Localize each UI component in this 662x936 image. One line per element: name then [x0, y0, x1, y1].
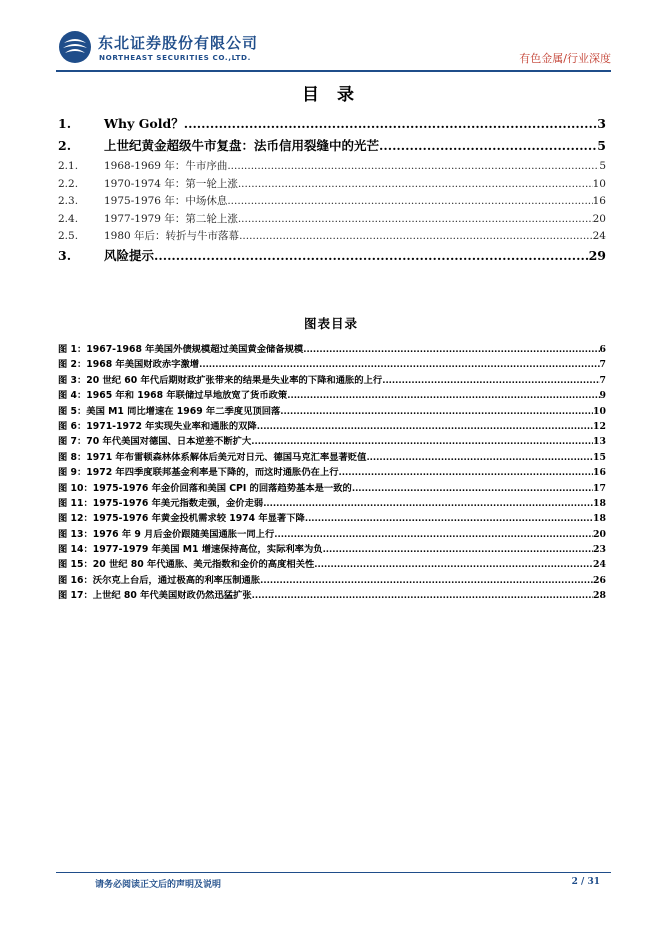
toc-leader-dots — [154, 248, 589, 263]
toc-subentry[interactable] — [58, 228, 606, 246]
figure-entry[interactable] — [58, 356, 606, 371]
figure-entry-page: 15 — [593, 451, 606, 463]
figure-entry-title: 图 2：1968 年美国财政赤字激增 — [58, 359, 200, 371]
toc-entry-title: 1977-1979 年：第二轮上涨 — [104, 212, 238, 225]
figure-entry[interactable] — [58, 464, 606, 479]
figure-entry-title: 图 16：沃尔克上台后，通过极高的利率压制通胀 — [58, 574, 261, 586]
toc-subentry[interactable] — [58, 158, 606, 176]
toc-entry[interactable] — [58, 114, 606, 136]
toc-entry-number: 2.5. — [58, 230, 79, 243]
company-name-cn: 东北证券股份有限公司 — [98, 34, 259, 52]
toc-entry[interactable] — [58, 246, 606, 268]
figure-entry-title: 图 15：20 世纪 80 年代通胀、美元指数和金价的高度相关性 — [58, 559, 315, 571]
toc-leader-dots — [238, 213, 593, 225]
toc-entry-title: 1968-1969 年：牛市序曲 — [104, 160, 228, 172]
figure-entry-page: 16 — [593, 467, 606, 479]
figure-entry-title: 图 3：20 世纪 60 年代后期财政扩张带来的结果是失业率的下降和通胀的上行 — [58, 374, 383, 386]
figure-entry-title: 图 5：美国 M1 同比增速在 1969 年二季度见顶回落 — [58, 405, 281, 417]
figure-list — [58, 341, 606, 603]
toc-entry-number: 1. — [58, 116, 72, 131]
company-logo-icon — [58, 30, 92, 64]
figure-entry-title: 图 9：1972 年四季度联邦基金利率是下降的，而这时通胀仍在上行 — [58, 467, 339, 479]
figure-entry-page: 24 — [593, 559, 606, 571]
figure-entry-title: 图 12：1975-1976 年黄金投机需求较 1974 年显著下降 — [58, 513, 305, 525]
toc-entry-number: 2.1. — [58, 160, 79, 172]
toc-leader-dots — [239, 230, 593, 242]
figure-entry-page: 12 — [593, 420, 606, 432]
toc-entry-page: 5 — [599, 160, 606, 172]
toc-entry-title: 1980 年后：转折与牛市落幕 — [104, 230, 240, 243]
toc-subentry[interactable] — [58, 176, 606, 194]
figure-entry[interactable] — [58, 541, 606, 556]
figure-leader-dots — [257, 421, 593, 432]
toc-entry-title: Why Gold？ — [104, 116, 184, 131]
figure-entry-page: 17 — [593, 482, 606, 494]
figure-entry[interactable] — [58, 372, 606, 387]
figure-entry-page: 20 — [593, 528, 606, 540]
figure-entry-title: 图 10：1975-1976 年金价回落和美国 CPI 的回落趋势基本是一致的 — [58, 482, 352, 494]
toc-entry-page: 3 — [597, 116, 606, 131]
toc-entry-page: 20 — [592, 212, 606, 225]
toc-leader-dots — [238, 178, 593, 190]
figure-entry-page: 28 — [593, 590, 606, 602]
figure-leader-dots — [303, 344, 599, 355]
header-divider — [56, 70, 611, 72]
figure-entry-title: 图 1：1967-1968 年美国外债规模超过美国黄金储备规模 — [58, 344, 304, 355]
figure-entry-title: 图 13：1976 年 9 月后金价跟随美国通胀一同上行 — [58, 528, 275, 540]
toc-entry-number: 3. — [58, 247, 72, 263]
figure-entry-page: 9 — [599, 390, 606, 402]
figure-entry-title: 图 8：1971 年布雷顿森林体系解体后美元对日元、德国马克汇率显著贬值 — [58, 451, 367, 463]
figure-leader-dots — [199, 359, 599, 370]
figure-leader-dots — [287, 390, 599, 401]
toc-entry-number: 2.2. — [58, 177, 79, 190]
toc-entry-title: 上世纪黄金超级牛市复盘：法币信用裂缝中的光芒 — [104, 138, 380, 153]
toc-leader-dots — [379, 138, 597, 153]
toc-entry-number: 2.3. — [58, 195, 79, 208]
figure-entry-title: 图 14：1977-1979 年美国 M1 增速保持高位，实际利率为负 — [58, 544, 323, 556]
page-number: 2 / 31 — [571, 877, 600, 887]
figure-entry-page: 6 — [599, 344, 606, 355]
figure-leader-dots — [252, 590, 593, 601]
figure-entry[interactable] — [58, 387, 606, 402]
figure-leader-dots — [280, 406, 593, 417]
toc-leader-dots — [227, 195, 592, 207]
footer-divider — [56, 872, 611, 873]
figure-entry[interactable] — [58, 418, 606, 433]
toc-entry-page: 29 — [588, 247, 606, 263]
toc-entry-title: 1970-1974 年：第一轮上涨 — [104, 177, 238, 190]
report-category: 有色金属/行业深度 — [519, 52, 611, 65]
figure-leader-dots — [366, 452, 593, 463]
figure-leader-dots — [382, 375, 599, 386]
figure-leader-dots — [274, 529, 593, 540]
toc-entry-page: 24 — [592, 230, 606, 243]
figure-entry[interactable] — [58, 572, 606, 587]
table-of-contents — [58, 114, 606, 268]
toc-entry-page: 10 — [592, 177, 606, 190]
toc-leader-dots — [184, 116, 598, 131]
toc-entry-title: 风险提示 — [104, 247, 155, 263]
figure-entry[interactable] — [58, 449, 606, 464]
figure-entry-page: 23 — [593, 544, 606, 556]
toc-entry-page: 5 — [597, 138, 606, 153]
figure-entry-title: 图 4：1965 年和 1968 年联储过早地放宽了货币政策 — [58, 390, 288, 402]
figure-entry[interactable] — [58, 556, 606, 571]
figure-leader-dots — [263, 498, 593, 509]
figure-entry-page: 7 — [599, 359, 606, 371]
figure-entry-title: 图 11：1975-1976 年美元指数走强，金价走弱 — [58, 497, 264, 509]
figure-entry-page: 13 — [593, 436, 606, 448]
figure-list-title: 图表目录 — [303, 316, 358, 331]
figure-leader-dots — [352, 483, 593, 494]
figure-entry[interactable] — [58, 587, 606, 602]
toc-entry-number: 2. — [58, 138, 72, 153]
company-name-en: NORTHEAST SECURITIES CO.,LTD. — [99, 53, 251, 62]
figure-entry-title: 图 17：上世纪 80 年代美国财政仍然迅猛扩张 — [58, 590, 252, 602]
figure-entry-page: 26 — [593, 574, 606, 586]
toc-entry-number: 2.4. — [58, 212, 79, 225]
figure-leader-dots — [260, 575, 593, 586]
figure-entry-page: 10 — [593, 405, 606, 417]
figure-entry[interactable] — [58, 510, 606, 525]
figure-entry[interactable] — [58, 480, 606, 495]
figure-entry-page: 18 — [593, 513, 606, 525]
figure-leader-dots — [251, 436, 593, 447]
figure-entry[interactable] — [58, 526, 606, 541]
toc-entry-title: 1975-1976 年：中场休息 — [104, 195, 228, 208]
figure-entry-page: 18 — [593, 497, 606, 509]
figure-entry-page: 7 — [599, 374, 606, 386]
toc-leader-dots — [227, 160, 599, 172]
figure-leader-dots — [323, 544, 593, 555]
toc-subentry[interactable] — [58, 211, 606, 229]
toc-subentry[interactable] — [58, 193, 606, 211]
footer-disclaimer: 请务必阅读正文后的声明及说明 — [95, 880, 222, 890]
toc-entry-page: 16 — [592, 195, 606, 208]
page-header — [56, 28, 611, 72]
figure-entry[interactable] — [58, 403, 606, 418]
figure-leader-dots — [314, 559, 593, 570]
figure-entry-title: 图 6：1971-1972 年实现失业率和通胀的双降 — [58, 420, 257, 432]
figure-leader-dots — [305, 513, 593, 524]
figure-entry[interactable] — [58, 433, 606, 448]
toc-entry[interactable] — [58, 136, 606, 158]
toc-title: 目 录 — [302, 85, 360, 105]
figure-leader-dots — [339, 467, 594, 478]
figure-entry-title: 图 7：70 年代美国对德国、日本逆差不断扩大 — [58, 436, 252, 448]
figure-entry[interactable] — [58, 341, 606, 356]
figure-entry[interactable] — [58, 495, 606, 510]
